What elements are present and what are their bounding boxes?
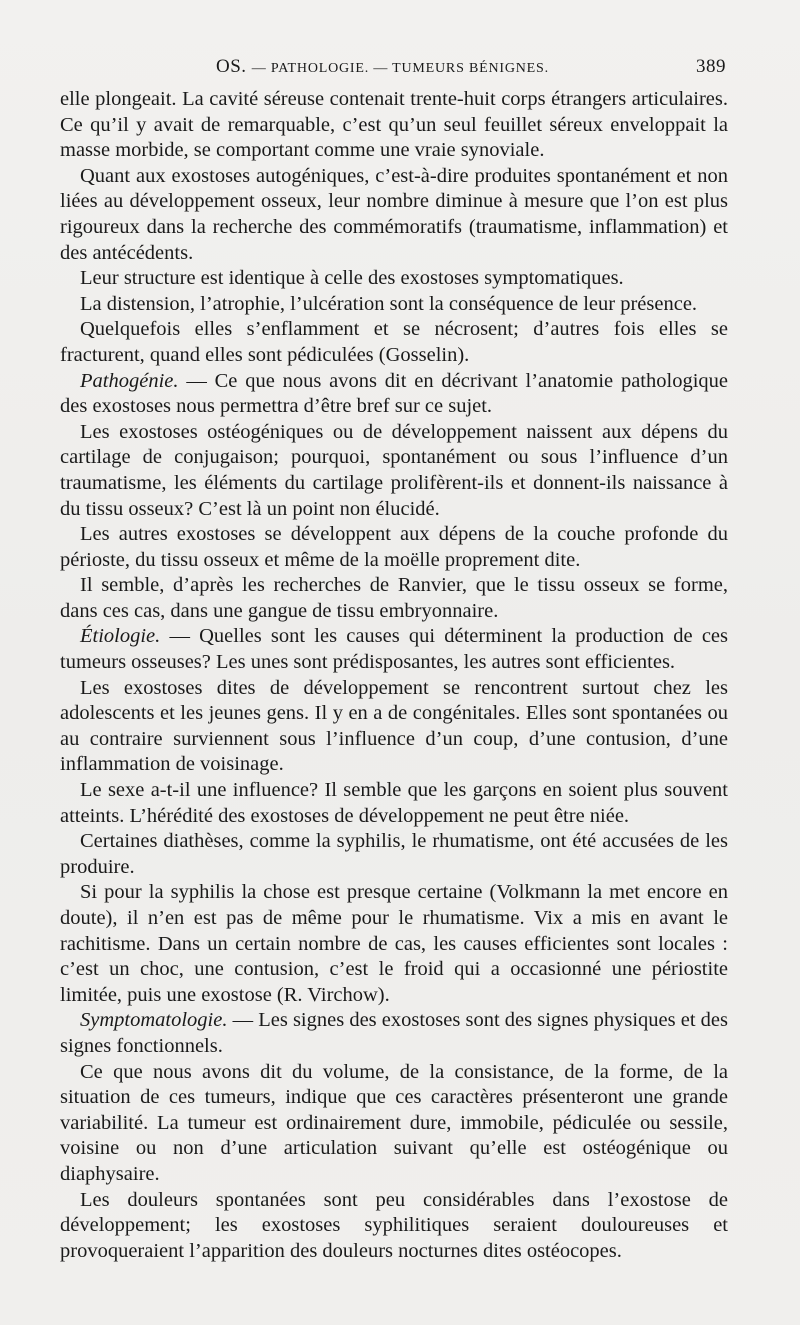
paragraph bbox=[60, 829, 728, 880]
section-heading-symptomatologie: Symptomatologie. bbox=[80, 1009, 228, 1032]
paragraph bbox=[60, 624, 728, 675]
running-title bbox=[216, 56, 549, 78]
page-body bbox=[60, 87, 728, 1264]
paragraph bbox=[60, 317, 728, 368]
paragraph bbox=[60, 778, 728, 829]
running-title-rest: — PATHOLOGIE. — TUMEURS BÉNIGNES. bbox=[251, 61, 549, 76]
paragraph-text: Les exostoses ostéogéniques ou de développement naissent aux dépens du cartilage de conjugaison; pourquoi, spontanément ou sous l’influence d’un traumatisme, les éléments du cartilage prolifèrent-ils et donnent-ils naissance à du tissu osseux? C’est là un point non élucidé. bbox=[60, 420, 728, 520]
paragraph bbox=[60, 266, 728, 292]
paragraph bbox=[60, 880, 728, 1008]
paragraph-text: Quant aux exostoses autogéniques, c’est-à-dire produites spontanément et non liées au développement osseux, leur nombre diminue à mesure que l’on est plus rigoureux dans la recherche des commémoratifs (traumatisme, inflammation) et des antécédents. bbox=[60, 164, 728, 264]
paragraph-text: Les autres exostoses se développent aux dépens de la couche profonde du périoste, du tissu osseux et même de la moëlle proprement dite. bbox=[60, 523, 728, 571]
paragraph bbox=[60, 420, 728, 522]
paragraph bbox=[60, 1008, 728, 1059]
page-number: 389 bbox=[696, 56, 726, 77]
paragraph-text: elle plongeait. La cavité séreuse contenait trente-huit corps étrangers articulaires. Ce qu’il y avait de remarquable, c’est qu’un seul feuillet séreux enveloppait la masse morbide, se comportant comme une vraie synoviale. bbox=[60, 88, 728, 162]
paragraph bbox=[60, 676, 728, 778]
paragraph bbox=[60, 164, 728, 266]
running-header bbox=[60, 56, 726, 84]
paragraph-text: Les exostoses dites de développement se rencontrent surtout chez les adolescents et les jeunes gens. Il y en a de congénitales. Elles sont spontanées ou au contraire surviennent sous l’influence d’un coup, d’une contusion, d’une inflammation de voisinage. bbox=[60, 676, 728, 776]
paragraph bbox=[60, 522, 728, 573]
paragraph-text: Si pour la syphilis la chose est presque certaine (Volkmann la met encore en doute), il n’en est pas de même pour le rhumatisme. Vix a mis en avant le rachitisme. Dans un certain nombre de cas, les causes efficientes sont locales : c’est un choc, une contusion, c’est le froid qui a occasionné une périostite limitée, puis une exostose (R. Virchow). bbox=[60, 881, 728, 1006]
paragraph bbox=[60, 1188, 728, 1265]
paragraph bbox=[60, 87, 728, 164]
paragraph-text: Ce que nous avons dit du volume, de la consistance, de la forme, de la situation de ces tumeurs, indique que ces caractères présenteront une grande variabilité. La tumeur est ordinairement dure, immobile, pédiculée ou sessile, voisine ou non d’une articulation suivant qu’elle est ostéogénique ou diaphysaire. bbox=[60, 1060, 728, 1185]
paragraph bbox=[60, 573, 728, 624]
paragraph bbox=[60, 292, 728, 318]
paragraph-text: Certaines diathèses, comme la syphilis, le rhumatisme, ont été accusées de les produire. bbox=[60, 830, 728, 878]
paragraph-text: Il semble, d’après les recherches de Ranvier, que le tissu osseux se forme, dans ces cas, dans une gangue de tissu embryonnaire. bbox=[60, 574, 728, 622]
paragraph-text: Le sexe a-t-il une influence? Il semble que les garçons en soient plus souvent atteints. L’hérédité des exostoses de développement ne peut être niée. bbox=[60, 779, 728, 827]
paragraph-text: La distension, l’atrophie, l’ulcération sont la conséquence de leur présence. bbox=[80, 292, 698, 315]
paragraph-text: — Quelles sont les causes qui déterminent la production de ces tumeurs osseuses? Les unes sont prédisposantes, les autres sont efficientes. bbox=[60, 625, 728, 674]
paragraph-text: Leur structure est identique à celle des exostoses symptomatiques. bbox=[80, 267, 624, 290]
paragraph-text: Quelquefois elles s’enflamment et se nécrosent; d’autres fois elles se fracturent, quand elles sont pédiculées (Gosselin). bbox=[60, 318, 728, 366]
paragraph-text: Les douleurs spontanées sont peu considérables dans l’exostose de développement; les exostoses syphilitiques seraient douloureuses et provoqueraient l’apparition des douleurs nocturnes dites ostéocopes. bbox=[60, 1188, 728, 1262]
paragraph bbox=[60, 369, 728, 420]
paragraph-text: — Ce que nous avons dit en décrivant l’anatomie pathologique des exostoses nous permettra d’être bref sur ce sujet. bbox=[60, 369, 728, 418]
paragraph-text: — Les signes des exostoses sont des signes physiques et des signes fonctionnels. bbox=[60, 1009, 728, 1057]
running-title-os: OS. bbox=[216, 56, 247, 77]
section-heading-pathogenie: Pathogénie. bbox=[80, 369, 179, 392]
section-heading-etiologie: Étiologie. bbox=[80, 625, 161, 648]
paragraph bbox=[60, 1060, 728, 1188]
